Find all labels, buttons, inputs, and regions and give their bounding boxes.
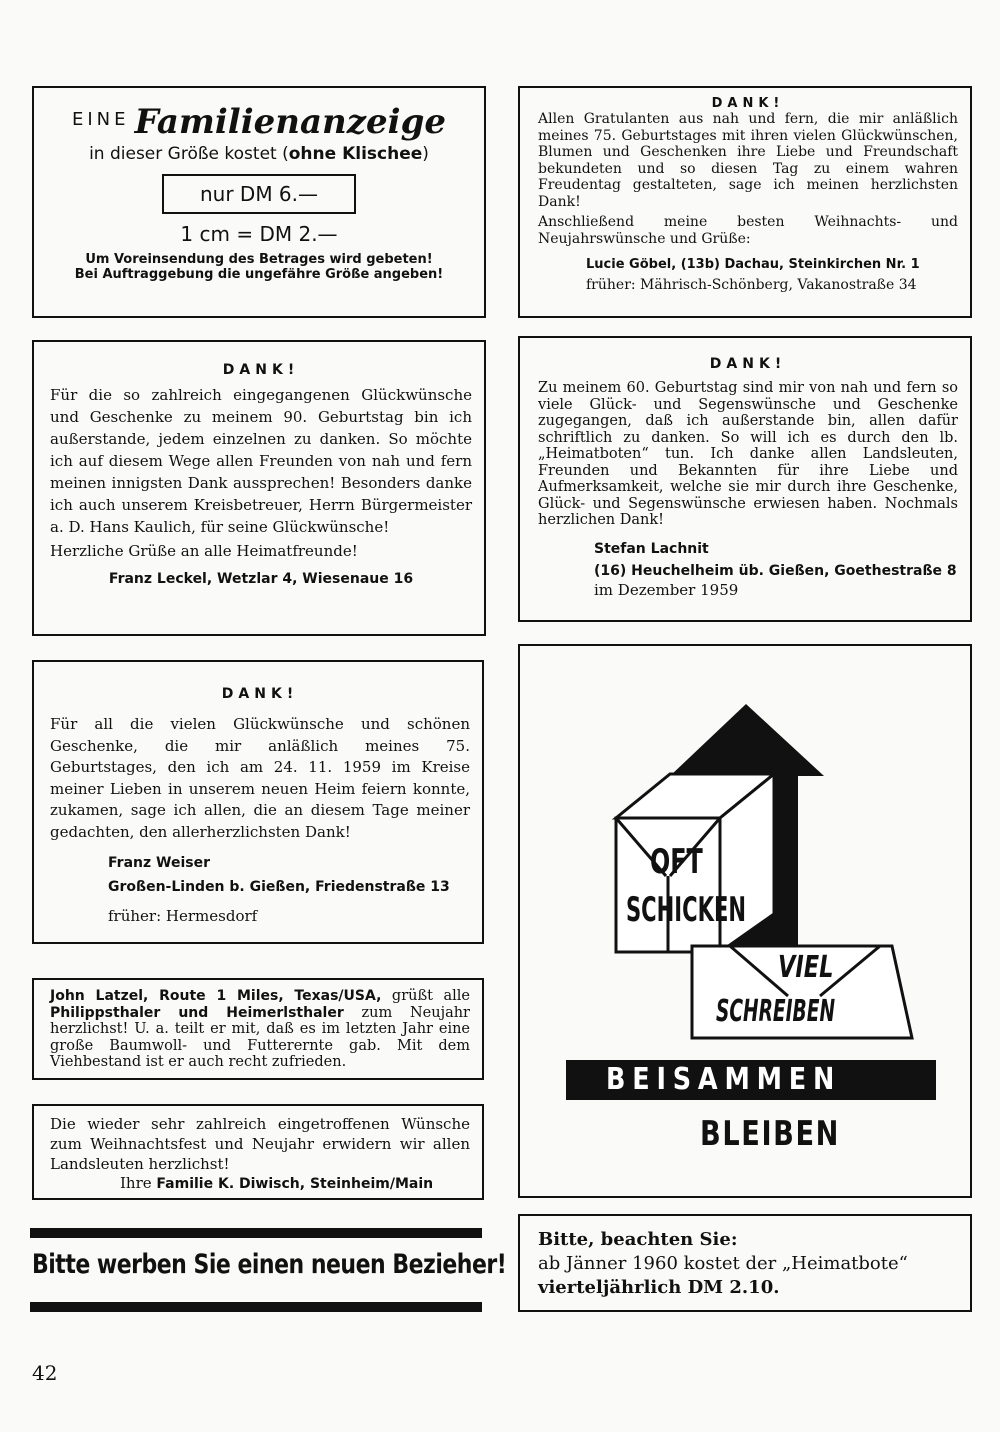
latzel-text — [50, 988, 470, 1071]
diwisch-body: Die wieder sehr zahlreich eingetroffenen Wünsche zum Weihnachtsfest und Neujahr erwidern wir allen Landsleuten herzlichst! — [50, 1115, 470, 1173]
poster-oft: OFT — [650, 842, 703, 882]
dank-leckel-body: Für die so zahlreich eingegangenen Glückwünsche und Geschenke zu meinem 90. Geburtstag bin ich außerstande, jedem einzelnen zu danken. So möchte ich auf diesem Wege allen Freunden von nah und fern meinen innigsten Dank aussprechen! Besonders danke ich auch unserem Kreisbetreuer, Herrn Bürgermeister a. D. Hans Kaulich, für seine Glückwünsche! — [50, 386, 472, 536]
latzel-box — [32, 978, 484, 1080]
dank-goebel-body2: Anschließend meine besten Weihnachts- und Neujahrswünsche und Grüße: — [538, 214, 958, 247]
poster-schreiben: SCHREIBEN — [716, 994, 836, 1029]
notice-line2: ab Jänner 1960 kostet der „Heimatbote“ — [538, 1253, 908, 1274]
dank-weiser-address: Großen-Linden b. Gießen, Friedenstraße 13 — [108, 879, 450, 895]
dank-lachnit-address: (16) Heuchelheim üb. Gießen, Goethestraße 8 — [594, 562, 957, 579]
dank-weiser-name: Franz Weiser — [108, 855, 210, 871]
family-ad-eine: EINE — [71, 109, 130, 130]
dank-goebel-signature: Lucie Göbel, (13b) Dachau, Steinkirchen Nr. 1 — [586, 257, 920, 272]
latzel-villages: Philippsthaler und Heimerlsthaler — [50, 1004, 344, 1021]
family-ad-title-row — [34, 102, 484, 142]
price-box: nur DM 6.— — [162, 174, 356, 214]
dank-heading: DANK! — [222, 362, 300, 378]
dank-heading: DANK! — [711, 96, 785, 111]
latzel-name: John Latzel, Route 1 Miles, Texas/USA, — [50, 988, 382, 1004]
dank-leckel-greeting: Herzliche Grüße an alle Heimatfreunde! — [50, 542, 358, 560]
dank-lachnit-name: Stefan Lachnit — [594, 540, 709, 557]
dank-leckel-signature: Franz Leckel, Wetzlar 4, Wiesenaue 16 — [108, 570, 414, 587]
family-ad-title: Familienanzeige — [134, 102, 447, 142]
family-ad-line1 — [34, 144, 484, 164]
poster-viel: VIEL — [778, 950, 834, 985]
notice-line3: vierteljährlich DM 2.10. — [538, 1277, 780, 1298]
werben-top-bar — [30, 1228, 482, 1238]
werben-bottom-bar — [30, 1302, 482, 1312]
dank-goebel-box — [518, 86, 972, 318]
price-per-cm: 1 cm = DM 2.— — [180, 222, 338, 246]
family-ad-box — [32, 86, 486, 318]
dank-weiser-box — [32, 660, 484, 944]
dank-weiser-origin: früher: Hermesdorf — [108, 907, 258, 925]
werben-text: Bitte werben Sie einen neuen Bezieher! — [32, 1250, 507, 1280]
diwisch-ihre: Ihre — [120, 1174, 152, 1192]
latzel-text1: grüßt alle — [381, 988, 470, 1004]
diwisch-signature-line — [50, 1174, 470, 1194]
dank-goebel-body: Allen Gratulanten aus nah und fern, die mir anläßlich meines 75. Geburtstages mit ihren vielen Glückwünschen, Blumen und Geschenken ihre Liebe und Freundschaft bekundeten und so diesen Tag zu einem wahren Freudentag gestalteten, sage ich meinen herzlichsten Dank! — [538, 111, 958, 210]
family-ad-note1: Um Voreinsendung des Betrages wird gebeten! — [85, 252, 433, 267]
dank-leckel-box — [32, 340, 486, 636]
dank-lachnit-body: Zu meinem 60. Geburtstag sind mir von nah und fern so viele Glück- und Segenswünsche und Geschenke zugegangen, daß ich außerstande bin, allen dafür schriftlich zu danken. So will ich es durch den lb. „Heimatboten“ tun. Ich danke allen Landsleuten, Freunden und Bekannten für ihre Liebe und Aufmerksamkeit, welche sie mir durch ihre Geschenke, Glück- und Segenswünsche erwiesen haben. Nochmals herzlichen Dank! — [538, 380, 958, 528]
dank-goebel-origin: früher: Mährisch-Schönberg, Vakanostraße 34 — [586, 277, 917, 293]
notice-box — [518, 1214, 972, 1312]
dank-lachnit-date: im Dezember 1959 — [594, 580, 739, 599]
notice-line1: Bitte, beachten Sie: — [538, 1229, 738, 1250]
diwisch-box — [32, 1104, 484, 1200]
dank-lachnit-box — [518, 336, 972, 622]
dank-heading: DANK! — [221, 686, 299, 702]
line1-bold: ohne Klischee — [288, 144, 423, 164]
poster-box — [518, 644, 972, 1198]
line1-post: ) — [422, 144, 429, 164]
dank-heading: DANK! — [709, 356, 787, 372]
dank-weiser-body: Für all die vielen Glückwünsche und schönen Geschenke, die mir anläßlich meines 75. Geburtstages, den ich am 24. 11. 1959 im Kreise meiner Lieben in unserem neuen Heim feiern konnte, zukamen, sage ich allen, die an diesem Tage meiner gedachten, den allerherzlichsten Dank! — [50, 715, 470, 841]
line1-pre: in dieser Größe kostet ( — [89, 144, 289, 164]
poster-schicken: SCHICKEN — [626, 890, 746, 930]
latzel-text2: zum Neujahr herzlichst! U. a. teilt er mit, daß es im letzten Jahr eine große Baumwoll- und Futterernte gab. Mit dem Viehbestand ist er auch recht zufrieden. — [50, 1004, 470, 1070]
page-number: 42 — [32, 1361, 58, 1385]
diwisch-signature: Familie K. Diwisch, Steinheim/Main — [156, 1176, 434, 1192]
poster-bleiben: BLEIBEN — [700, 1114, 841, 1154]
poster-beisammen: BEISAMMEN — [606, 1062, 842, 1097]
family-ad-note2: Bei Auftraggebung die ungefähre Größe angeben! — [74, 267, 444, 282]
